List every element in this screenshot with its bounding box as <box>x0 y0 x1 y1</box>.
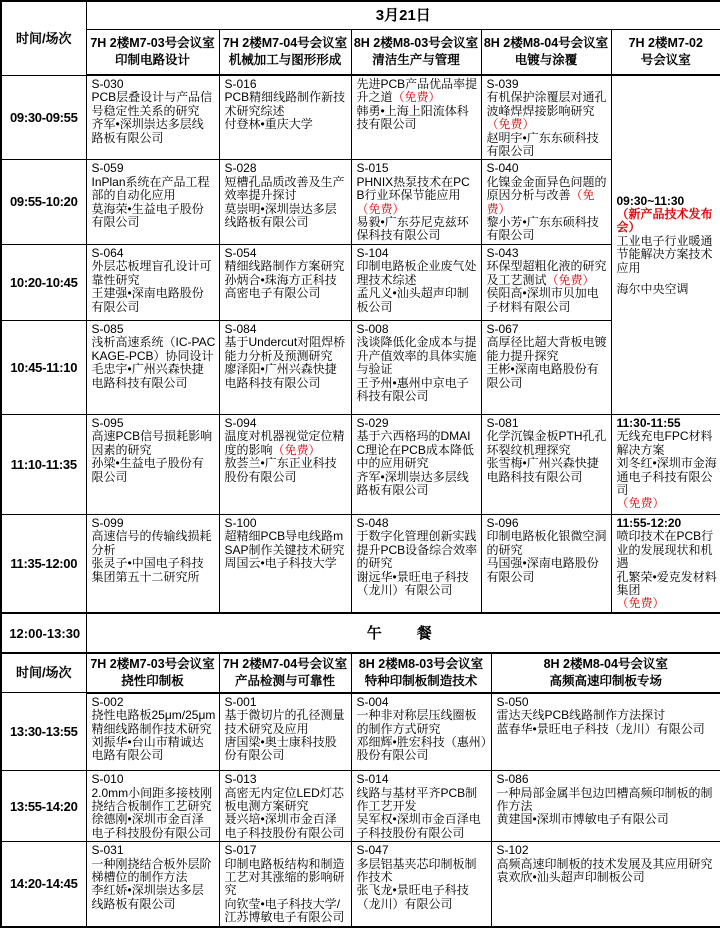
session-title-text: 有机保护涂覆层对通孔波峰焊焊接影响研究 <box>486 90 607 118</box>
room-header-5 <box>611 29 720 75</box>
session-cell <box>219 75 351 160</box>
free-tag: （免费） <box>486 117 535 132</box>
session-code: S-047 <box>356 843 389 858</box>
date-header: 3月21日 <box>86 1 720 29</box>
session-title-text: 高速PCB信号损耗影响因素的研究 <box>91 429 213 457</box>
session-title-text: 印制电路板化银微空洞的研究 <box>486 529 607 557</box>
session-speaker: 侯阳高•深圳市贝加电子材料有限公司 <box>486 286 599 314</box>
room-name: 7H 2楼M7-03号会议室 <box>90 35 215 50</box>
session-title <box>92 260 216 287</box>
session-code: S-015 <box>356 161 389 176</box>
session-title-text: 高密无内定位LED灯芯板电测方案研究 <box>224 785 344 814</box>
session-code: S-100 <box>224 515 257 530</box>
session-cell <box>481 514 611 612</box>
session-title-text: 一种局部金属半包边凹槽高频印制板的制作方法 <box>496 785 713 814</box>
session-cell <box>351 514 481 612</box>
session-title <box>92 336 216 363</box>
session-code: S-014 <box>356 772 389 787</box>
session-cell <box>481 320 611 414</box>
session-title <box>225 260 348 273</box>
room-name: 7H 2楼M7-03号会议室 <box>90 656 215 671</box>
late-session-cell <box>611 514 720 612</box>
session-title-text: 高厚径比超大背板电镀能力提升探究 <box>486 335 607 363</box>
session-title <box>225 336 348 363</box>
session-speaker: 蓝春华•景旺电子科技（龙川）有限公司 <box>496 721 705 736</box>
session-title-text: PCB精细线路制作新技术研究综述 <box>224 90 346 118</box>
session-cell <box>351 244 481 320</box>
session-code: S-050 <box>496 694 529 709</box>
session-title <box>487 176 608 216</box>
session-code: S-095 <box>91 415 124 430</box>
session-title <box>357 709 488 736</box>
session-speaker: 孙梁•生益电子股份有限公司 <box>91 456 204 484</box>
session-title-text: 挠性电路板25μm/25μm精细线路制作技术研究 <box>91 708 216 736</box>
session-cell <box>491 842 720 927</box>
session-speaker: 齐军•深圳崇达多层线路板有限公司 <box>91 117 204 145</box>
room-header-1 <box>86 29 219 75</box>
session-speaker: 易毅•广东芬尼克兹环保科技有限公司 <box>356 215 469 243</box>
time-slot: 13:30-13:55 <box>1 693 86 771</box>
session-code: S-028 <box>224 161 257 176</box>
event-badge: （新产品技术发布会） <box>616 206 713 235</box>
session-speaker: 孔繁荣•爱克发材料集团 <box>616 569 717 597</box>
session-title-text: InPlan系统在产品工程部的自动化应用 <box>91 174 210 203</box>
session-speaker: 赵明宇•广东东硕科技有限公司 <box>486 130 599 159</box>
session-title <box>92 430 216 457</box>
session-code: S-102 <box>496 843 529 858</box>
session-title <box>357 336 478 376</box>
lunch-time: 12:00-13:30 <box>1 613 86 653</box>
session-title: 无线充电FPC材料解决方案 <box>616 429 713 457</box>
session-cell <box>351 160 481 244</box>
room-header-9 <box>491 653 720 693</box>
session-code: S-013 <box>224 772 257 787</box>
session-title-text: 多层铝基夹芯印制板制作技术 <box>356 856 477 885</box>
schedule-table-afternoon <box>0 652 720 928</box>
session-title <box>225 176 348 203</box>
room-topic: 号会议室 <box>640 52 691 67</box>
session-title <box>225 91 348 118</box>
free-tag: （免费） <box>356 201 405 216</box>
room-header-7 <box>219 653 351 693</box>
session-code: S-002 <box>91 694 124 709</box>
session-title <box>357 858 488 885</box>
session-code: S-004 <box>356 694 389 709</box>
session-title-text: 一种非对称层压线圈板的制作方式研究 <box>356 708 477 736</box>
room-name: 7H 2楼M7-02 <box>628 35 703 50</box>
session-speaker: 王予州•惠州中京电子科技有限公司 <box>356 375 469 403</box>
room-name: 8H 2楼M8-04号会议室 <box>483 35 609 50</box>
session-title-text: 线路与基材平齐PCB制作工艺开发 <box>356 785 478 814</box>
session-code: S-081 <box>486 415 519 430</box>
session-title-text: 温度对机器视觉定位精度的影响 <box>224 429 345 457</box>
schedule-row <box>1 414 720 514</box>
session-speaker: 王建强•深南电路股份有限公司 <box>91 286 204 314</box>
room-name: 7H 2楼M7-04号会议室 <box>222 656 348 671</box>
room-topic: 挠性印制板 <box>121 673 184 688</box>
schedule-row <box>1 771 720 842</box>
free-tag: （免费） <box>616 596 665 611</box>
room-topic: 特种印制板制造技术 <box>364 673 478 688</box>
session-cell <box>351 771 491 842</box>
time-slot: 13:55-14:20 <box>1 771 86 842</box>
session-title <box>92 858 216 885</box>
schedule-row <box>1 75 720 160</box>
room-topic: 电镀与涂覆 <box>514 52 578 67</box>
room-header-3 <box>351 29 481 75</box>
session-speaker: 毛忠宇•广州兴森快捷电路科技有限公司 <box>91 362 204 390</box>
session-cell <box>481 414 611 514</box>
session-cell <box>481 160 611 244</box>
session-cell <box>219 842 351 927</box>
session-title-text: 浅析高速系统（IC-PACKAGE-PCB）协同设计 <box>91 335 216 363</box>
time-slot: 10:45-11:10 <box>1 320 86 414</box>
session-speaker: 廖泽阳•广州兴森快捷电路科技有限公司 <box>224 362 337 390</box>
session-cell <box>86 244 219 320</box>
session-speaker: 徐德刚•深圳市金百泽电子科技股份有限公司 <box>91 812 212 840</box>
session-title <box>92 709 216 736</box>
session-title <box>225 787 348 814</box>
session-title <box>497 709 718 722</box>
session-cell <box>351 414 481 514</box>
session-cell <box>219 160 351 244</box>
session-title-text: 精细线路制作方案研究 <box>224 259 345 274</box>
session-cell <box>86 75 219 160</box>
room-name: 8H 2楼M8-03号会议室 <box>353 35 479 50</box>
session-title <box>225 858 348 898</box>
session-code: S-016 <box>224 77 257 91</box>
session-title-text: 先进PCB产品优品率提升之道 <box>356 77 478 105</box>
session-code: S-001 <box>224 694 257 709</box>
room-topic: 清洁生产与管理 <box>372 52 460 67</box>
session-speaker: 莫崇明•深圳崇达多层线路板有限公司 <box>224 201 337 230</box>
session-cell <box>219 693 351 771</box>
session-code: S-096 <box>486 515 519 530</box>
lunch-label: 午 餐 <box>86 613 720 653</box>
session-speaker: 谢远华•景旺电子科技（龙川）有限公司 <box>356 569 469 597</box>
session-title-text: 化学沉镍金板PTH孔孔环裂纹机理探究 <box>486 429 607 457</box>
event-title: 工业电子行业暖通节能解决方案技术应用 <box>616 233 713 275</box>
session-cell <box>219 244 351 320</box>
session-speaker: 张飞龙•景旺电子科技（龙川）有限公司 <box>356 883 469 911</box>
session-title-text: 高速信号的传输线损耗分析 <box>91 529 212 557</box>
session-title <box>487 260 608 287</box>
session-title <box>357 260 478 287</box>
session-title <box>487 336 608 363</box>
late-session-cell <box>611 414 720 514</box>
late-session-time: 11:55-12:20 <box>616 515 682 530</box>
event-speaker: 海尔中央空调 <box>616 281 689 296</box>
session-cell <box>481 75 611 160</box>
session-speaker: 周国云•电子科技大学 <box>224 556 337 571</box>
session-speaker: 敖荟兰•广东正业科技股份有限公司 <box>224 456 337 484</box>
session-title-text: 化镍金金面异色问题的原因分析与改善 <box>486 174 607 203</box>
session-speaker: 齐军•深圳崇达多层线路板有限公司 <box>356 469 469 497</box>
event-cell <box>611 75 720 414</box>
session-title-text: PCB层叠设计与产品信号稳定性关系的研究 <box>91 90 213 118</box>
session-speaker: 王彬•深南电路股份有限公司 <box>486 362 599 390</box>
room-name: 8H 2楼M8-03号会议室 <box>358 656 484 671</box>
session-cell <box>219 771 351 842</box>
session-code: S-043 <box>486 245 519 260</box>
session-title <box>92 176 216 203</box>
schedule-row <box>1 514 720 612</box>
time-header-label: 时间/场次 <box>1 653 86 693</box>
late-session-time: 11:30-11:55 <box>616 415 681 430</box>
session-title-text: 高频高速印制板的技术发展及其应用研究 <box>496 856 713 871</box>
session-title <box>225 530 348 557</box>
session-code: S-067 <box>486 321 519 336</box>
session-code: S-048 <box>356 515 389 530</box>
session-cell <box>491 771 720 842</box>
session-title: 喷印技术在PCB行业的发展现状和机遇 <box>616 529 714 571</box>
free-tag: （免费） <box>616 496 665 511</box>
session-title <box>357 176 478 216</box>
session-title <box>487 430 608 457</box>
session-cell <box>86 514 219 612</box>
session-title-text: 于数字化管理创新实践提升PCB设备综合效率的研究 <box>356 529 478 571</box>
session-title-text: 雷达天线PCB线路制作方法探讨 <box>496 708 666 723</box>
session-code: S-029 <box>356 415 389 430</box>
room-header-4 <box>481 29 611 75</box>
session-code: S-085 <box>91 321 124 336</box>
session-title <box>497 858 718 871</box>
time-slot: 14:20-14:45 <box>1 842 86 927</box>
room-header-6 <box>86 653 219 693</box>
session-title <box>497 787 718 814</box>
session-code: S-008 <box>356 321 389 336</box>
session-cell <box>351 75 481 160</box>
session-title <box>487 530 608 557</box>
session-title-text: 环保型超粗化液的研究及工艺测试 <box>486 259 607 287</box>
free-tag: （免费） <box>486 188 595 216</box>
session-speaker: 莫海荣•生益电子股份有限公司 <box>91 201 204 230</box>
session-title-text: 短槽孔品质改善及生产效率提升探讨 <box>224 174 345 203</box>
session-title <box>487 91 608 131</box>
session-title-text: 超精细PCB导电线路mSAP制作关键技术研究 <box>224 529 345 557</box>
session-title <box>225 709 348 736</box>
session-code: S-030 <box>91 77 124 91</box>
session-title-text: 外层芯板埋盲孔设计可靠性研究 <box>91 259 212 287</box>
session-cell <box>219 320 351 414</box>
session-code: S-084 <box>224 321 257 336</box>
session-cell <box>86 160 219 244</box>
session-cell <box>86 414 219 514</box>
session-title <box>92 787 216 814</box>
free-tag: （免费） <box>546 272 595 287</box>
session-speaker: 付登林•重庆大学 <box>224 117 313 132</box>
session-speaker: 马国强•深南电路股份有限公司 <box>486 556 599 584</box>
room-header-2 <box>219 29 351 75</box>
session-cell <box>481 244 611 320</box>
session-speaker: 唐国梁•奥士康科技股份有限公司 <box>224 734 337 763</box>
session-code: S-031 <box>91 843 124 858</box>
session-title-text: 基于Undercut对阻焊桥能力分析及预测研究 <box>224 335 346 363</box>
session-speaker: 张灵子•中国电子科技集团第五十二研究所 <box>91 556 204 584</box>
session-speaker: 袁欢欣•汕头超声印制板公司 <box>496 870 645 885</box>
session-title-text: 2.0mm小间距多接枝刚挠结合板制作工艺研究 <box>91 785 213 814</box>
time-slot: 11:35-12:00 <box>1 514 86 612</box>
session-title <box>225 430 348 457</box>
time-slot: 10:20-10:45 <box>1 244 86 320</box>
session-code: S-104 <box>356 245 389 260</box>
session-speaker: 孟凡义•汕头超声印制板公司 <box>356 286 469 314</box>
room-name: 7H 2楼M7-04号会议室 <box>222 35 348 50</box>
room-topic: 印制电路设计 <box>114 52 190 67</box>
time-header-label: 时间/场次 <box>1 1 86 75</box>
session-speaker: 张雪梅•广州兴森快捷电路科技有限公司 <box>486 456 599 484</box>
room-topic: 产品检测与可靠性 <box>234 673 335 688</box>
session-cell <box>219 414 351 514</box>
session-code: S-010 <box>91 772 124 787</box>
schedule-row <box>1 842 720 927</box>
session-speaker: 邓细辉•胜宏科技（惠州）股份有限公司 <box>356 734 487 763</box>
session-code: S-059 <box>91 161 124 176</box>
session-speaker: 孙炳合•珠海方正科技高密电子有限公司 <box>224 272 337 301</box>
session-title-text: 浅谈降低化金成本与提升产值效率的具体实施与验证 <box>356 335 477 377</box>
session-cell <box>351 320 481 414</box>
session-title <box>357 787 488 814</box>
free-tag: （免费） <box>392 90 441 105</box>
session-code: S-064 <box>91 245 124 260</box>
lunch-row <box>1 613 720 653</box>
event-time: 09:30~11:30 <box>616 193 685 208</box>
session-title-text: 印制电路板结构和制造工艺对其涨缩的影响研究 <box>224 856 345 898</box>
session-cell <box>86 693 219 771</box>
room-topic: 机械加工与图形形成 <box>228 52 342 67</box>
session-speaker: 韩勇•上海上阳流体科技有限公司 <box>356 103 469 132</box>
free-tag: （免费） <box>272 442 321 457</box>
session-speaker: 吴军权•深圳市金百泽电子科技股份有限公司 <box>356 812 481 840</box>
session-speaker: 黄建国•深圳市博敏电子有限公司 <box>496 812 669 827</box>
schedule-row <box>1 693 720 771</box>
session-code: S-054 <box>224 245 257 260</box>
session-code: S-040 <box>486 161 519 176</box>
session-speaker: 刘振华•台山市精诚达电路有限公司 <box>91 734 204 763</box>
session-cell <box>86 771 219 842</box>
session-cell <box>351 842 491 927</box>
session-cell <box>351 693 491 771</box>
room-name: 8H 2楼M8-04号会议室 <box>543 656 668 671</box>
session-cell <box>219 514 351 612</box>
session-code: S-039 <box>486 77 519 91</box>
time-slot: 11:10-11:35 <box>1 414 86 514</box>
session-cell <box>86 842 219 927</box>
session-title <box>357 530 478 570</box>
session-speaker: 李红娇•深圳崇达多层线路板有限公司 <box>91 883 204 911</box>
session-code: S-086 <box>496 772 529 787</box>
session-title-text: 一种刚挠结合板外层阶梯槽位的制作方法 <box>91 856 212 885</box>
session-title <box>92 530 216 557</box>
time-slot: 09:55-10:20 <box>1 160 86 244</box>
session-speaker: 向钦莹•电子科技大学/江苏博敏电子有限公司 <box>224 896 345 925</box>
room-topic: 高频高速印制板专场 <box>549 673 662 688</box>
session-title <box>357 430 478 470</box>
room-header-8 <box>351 653 491 693</box>
session-speaker: 刘冬红•深圳市金海通电子科技有限公司 <box>616 456 717 497</box>
session-title-text: 印制电路板企业废气处理技术综述 <box>356 259 477 287</box>
time-slot: 09:30-09:55 <box>1 75 86 160</box>
session-title-text: 基于微切片的孔径测量技术研究及应用 <box>224 708 345 736</box>
session-title <box>92 91 216 118</box>
session-code: S-094 <box>224 415 257 430</box>
session-cell <box>491 693 720 771</box>
session-title-text: 基于六西格玛的DMAIC理论在PCB成本降低中的应用研究 <box>356 429 474 471</box>
session-cell <box>86 320 219 414</box>
session-speaker: 聂兴培•深圳市金百泽电子科技股份有限公司 <box>224 812 345 840</box>
session-code: S-099 <box>91 515 124 530</box>
session-code: S-017 <box>224 843 257 858</box>
session-title <box>357 78 478 105</box>
session-title-text: PHNIX热泵技术在PCB行业环保节能应用 <box>356 174 470 203</box>
session-speaker: 黎小芳•广东东硕科技有限公司 <box>486 215 599 243</box>
